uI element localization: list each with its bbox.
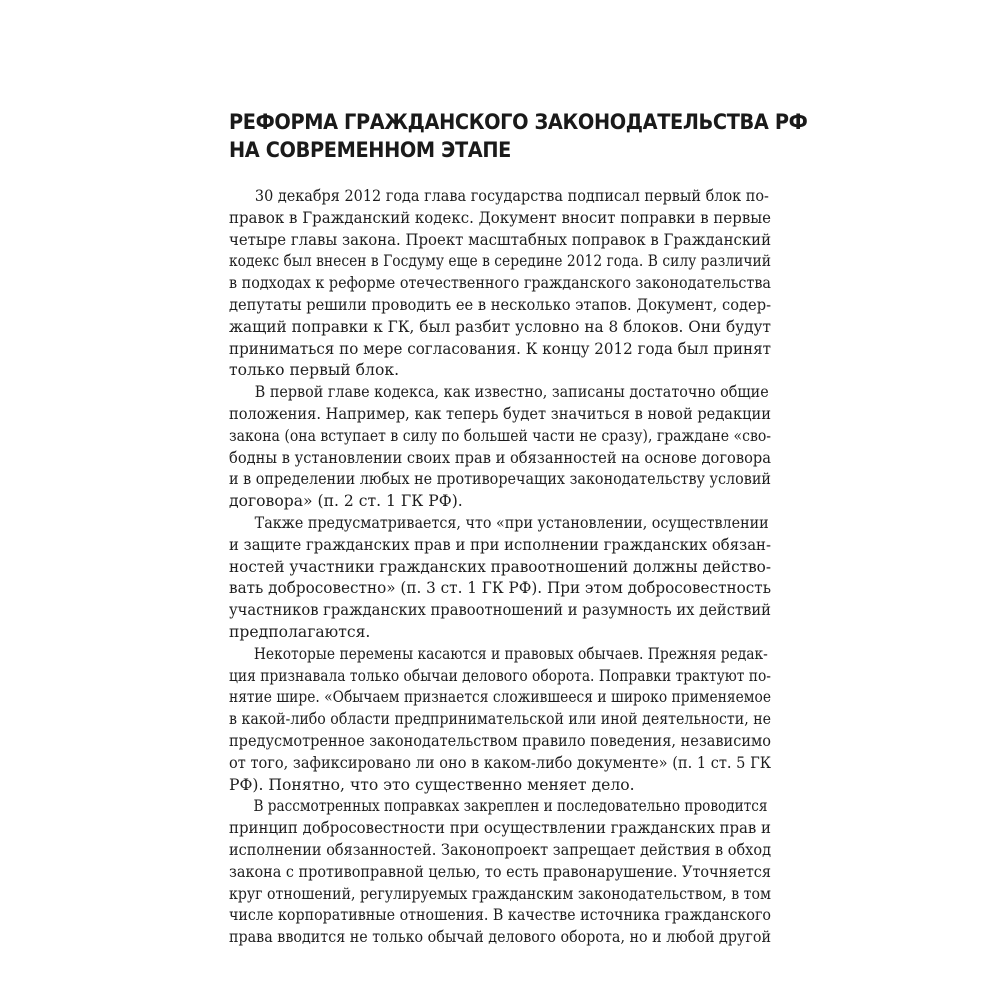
- text-line: Некоторые перемены касаются и правовых обычаев. Прежняя редак-: [253, 644, 768, 663]
- book-page: [229, 108, 808, 949]
- text-line: РФ). Понятно, что это существенно меняет дело.: [229, 775, 635, 794]
- text-line: жащий поправки к ГК, был разбит условно на 8 блоков. Они будут: [229, 317, 771, 336]
- text-line: только первый блок.: [229, 361, 400, 380]
- text-line: ция признавала только обычаи делового оборота. Поправки трактуют по-: [229, 666, 771, 685]
- text-line: и защите гражданских прав и при исполнении гражданских обязан-: [229, 535, 771, 554]
- text-line: приниматься по мере согласования. К концу 2012 года был принят: [229, 339, 772, 358]
- text-line: бодны в установлении своих прав и обязанностей на основе договора: [229, 448, 771, 467]
- text-line: закона с противоправной целью, то есть правонарушение. Уточняется: [229, 862, 771, 881]
- paragraph-2: [229, 382, 771, 513]
- text-line: в подходах к реформе отечественного гражданского законодательства: [229, 274, 771, 293]
- text-line: вать добросовестно» (п. 3 ст. 1 ГК РФ). При этом добросовестность: [229, 579, 772, 598]
- text-line: Также предусматривается, что «при установлении, осуществлении: [254, 513, 769, 532]
- paragraph-5: [229, 796, 771, 949]
- text-line: в какой-либо области предпринимательской или иной деятельности, не: [229, 710, 772, 729]
- text-line: принцип добросовестности при осуществлении гражданских прав и: [229, 819, 771, 838]
- text-line: положения. Например, как теперь будет значиться в новой редакции: [229, 404, 771, 423]
- text-line: депутаты решили проводить ее в несколько этапов. Документ, содер-: [229, 295, 772, 314]
- heading-line-1: РЕФОРМА ГРАЖДАНСКОГО ЗАКОНОДАТЕЛЬСТВА РФ: [229, 110, 808, 134]
- text-line: круг отношений, регулируемых гражданским законодательством, в том: [229, 884, 771, 903]
- text-line: участников гражданских правоотношений и разумность их действий: [229, 601, 771, 620]
- paragraph-4: [229, 644, 771, 797]
- text-line: числе корпоративные отношения. В качестве источника гражданского: [229, 906, 772, 925]
- text-line: В рассмотренных поправках закреплен и последовательно проводится: [253, 797, 768, 816]
- body-text: [229, 186, 771, 949]
- paragraph-3: [229, 513, 771, 644]
- text-line: и в определении любых не противоречащих законодательству условий: [229, 470, 771, 489]
- chapter-heading: [229, 108, 808, 164]
- text-line: 30 декабря 2012 года глава государства подписал первый блок по-: [254, 187, 769, 205]
- paragraph-1: [229, 186, 771, 382]
- text-line: правок в Гражданский кодекс. Документ вносит поправки в первые: [229, 208, 772, 227]
- text-line: права вводится не только обычай делового оборота, но и любой другой: [229, 928, 771, 947]
- text-line: от того, зафиксировано ли оно в каком-либо документе» (п. 1 ст. 5 ГК: [229, 753, 771, 772]
- text-line: четыре главы закона. Проект масштабных поправок в Гражданский: [229, 230, 772, 249]
- text-line: ностей участники гражданских правоотношений должны действо-: [229, 557, 772, 576]
- text-line: нятие шире. «Обычаем признается сложившееся и широко применяемое: [229, 688, 772, 707]
- text-line: предполагаются.: [229, 622, 371, 641]
- text-line: исполнении обязанностей. Законопроект запрещает действия в обход: [229, 840, 771, 859]
- text-line: кодекс был внесен в Госдуму еще в середине 2012 года. В силу различий: [229, 252, 772, 271]
- text-line: закона (она вступает в силу по большей части не сразу), граждане «сво-: [229, 426, 772, 445]
- heading-line-2: НА СОВРЕМЕННОМ ЭТАПЕ: [229, 138, 511, 162]
- text-line: предусмотренное законодательством правило поведения, независимо: [229, 731, 772, 750]
- text-line: договора» (п. 2 ст. 1 ГК РФ).: [229, 492, 463, 511]
- text-line: В первой главе кодекса, как известно, записаны достаточно общие: [254, 383, 769, 402]
